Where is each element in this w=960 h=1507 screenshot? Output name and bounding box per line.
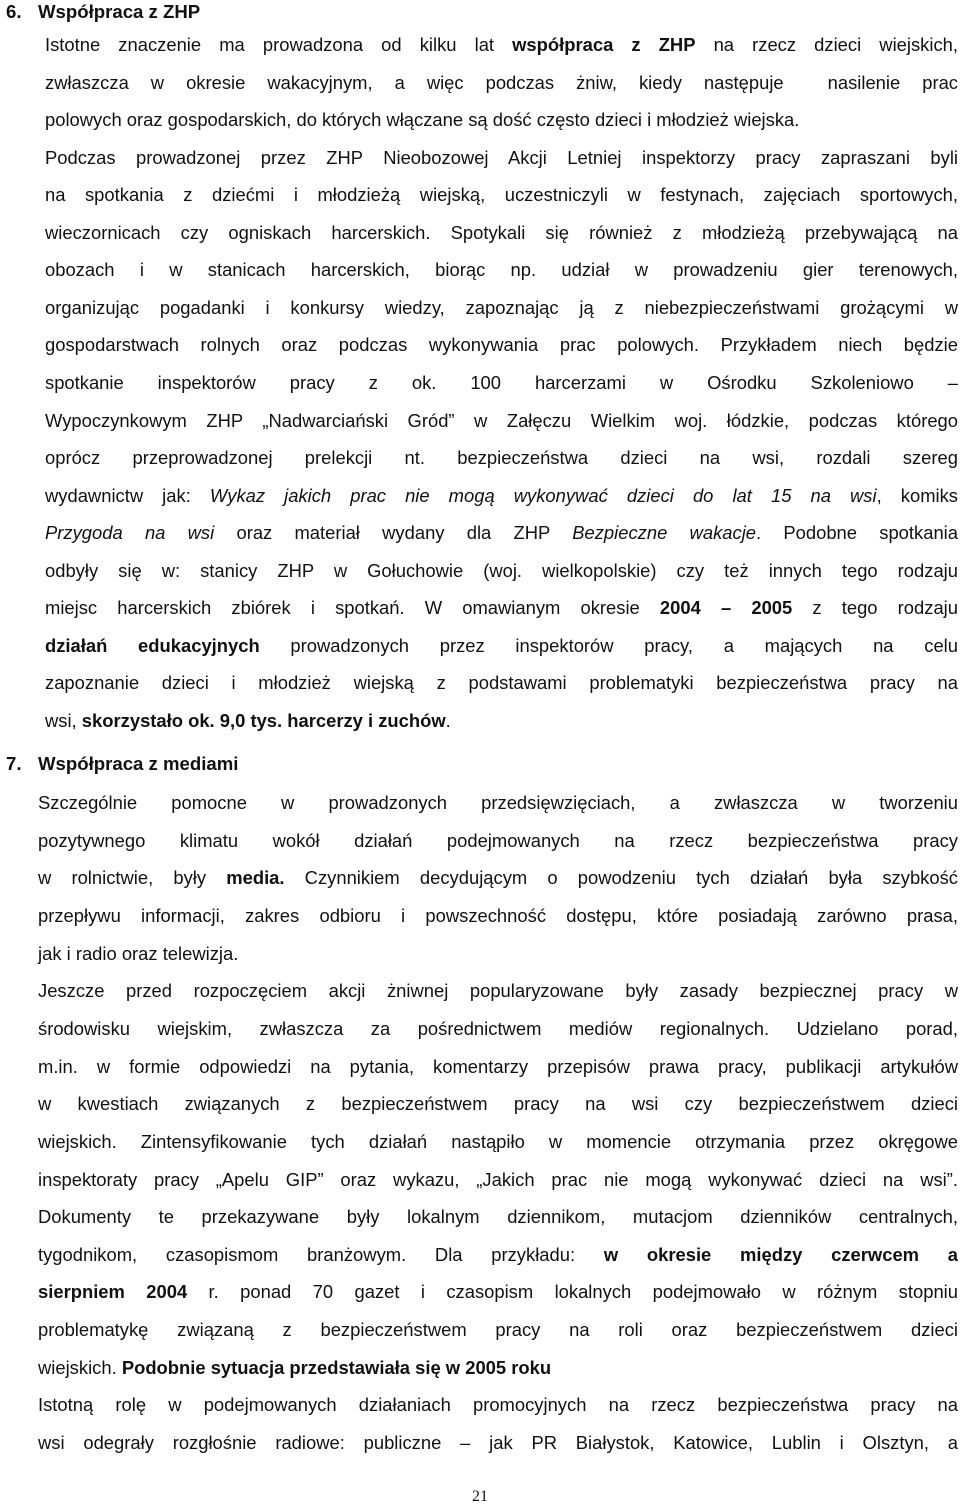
section-6-heading <box>6 0 200 24</box>
text-run: Dokumenty te przekazywane były lokalnym dziennikom, mutacjom dzienników centralnych, <box>38 1206 958 1227</box>
bold-text: media. <box>226 867 285 888</box>
text-line <box>38 1129 958 1155</box>
text-line <box>45 633 958 659</box>
text-line <box>38 828 958 854</box>
text-line <box>45 483 958 509</box>
text-line <box>45 370 958 396</box>
text-run: Istotną rolę w podejmowanych działaniach promocyjnych na rzecz bezpieczeństwa pracy na <box>38 1394 958 1415</box>
text-run: Szczególnie pomocne w prowadzonych przedsięwzięciach, a zwłaszcza w tworzeniu <box>38 792 958 813</box>
text-run: inspektoraty pracy „Apelu GIP” oraz wykazu, „Jakich prac nie mogą wykonywać dzieci na wsi”. <box>38 1169 958 1190</box>
text-line <box>45 32 958 58</box>
text-line <box>45 520 958 546</box>
bold-text: współpraca z ZHP <box>512 34 696 55</box>
bold-text: Podobnie sytuacja przedstawiała się w 2005 roku <box>121 1357 552 1378</box>
text-run: , komiks <box>876 485 958 506</box>
section-6-title: Współpraca z ZHP <box>38 1 201 22</box>
text-line <box>38 1054 958 1080</box>
text-line <box>38 1167 958 1193</box>
text-line <box>38 1279 958 1305</box>
text-line <box>38 790 958 816</box>
text-line <box>38 1355 958 1381</box>
text-line <box>45 445 958 471</box>
text-run: gospodarstwach rolnych oraz podczas wykonywania prac polowych. Przykładem niech będzie <box>45 334 958 355</box>
text-run: jak i radio oraz telewizja. <box>38 943 239 964</box>
text-line <box>45 295 958 321</box>
text-line <box>38 1016 958 1042</box>
text-line <box>45 408 958 434</box>
text-run: miejsc harcerskich zbiórek i spotkań. W omawianym okresie <box>45 597 660 618</box>
text-run: spotkanie inspektorów pracy z ok. 100 harcerzami w Ośrodku Szkoleniowo – <box>45 372 958 393</box>
text-run: m.in. w formie odpowiedzi na pytania, komentarzy przepisów prawa pracy, publikacji artykułów <box>38 1056 958 1077</box>
text-line <box>45 332 958 358</box>
text-run: zwłaszcza w okresie wakacyjnym, a więc podczas żniw, kiedy następuje nasilenie prac <box>45 72 958 93</box>
text-line <box>45 257 958 283</box>
text-run: oprócz przeprowadzonej prelekcji nt. bezpieczeństwa dzieci na wsi, rozdali szereg <box>45 447 958 468</box>
text-line <box>45 145 958 171</box>
section-7-heading <box>6 752 238 776</box>
text-run: wydawnictw jak: <box>45 485 210 506</box>
text-line <box>45 558 958 584</box>
text-line <box>45 182 958 208</box>
text-run: Wypoczynkowym ZHP „Nadwarciański Gród” w Załęczu Wielkim woj. łódzkie, podczas którego <box>45 410 958 431</box>
text-run: zapoznanie dzieci i młodzież wiejską z podstawami problematyki bezpieczeństwa pracy na <box>45 672 958 693</box>
text-run: obozach i w stanicach harcerskich, biorąc np. udział w prowadzeniu gier terenowych, <box>45 259 958 280</box>
section-7-number: 7. <box>6 753 22 774</box>
text-run: prowadzonych przez inspektorów pracy, a mających na celu <box>259 635 958 656</box>
text-run: r. ponad 70 gazet i czasopism lokalnych podejmowało w różnym stopniu <box>187 1281 958 1302</box>
text-run: w rolnictwie, były <box>38 867 227 888</box>
text-run: przepływu informacji, zakres odbioru i powszechność dostępu, które posiadają zarówno prasa, <box>38 905 958 926</box>
italic-text: Wykaz jakich prac nie mogą wykonywać dzieci do lat 15 na wsi <box>209 485 877 506</box>
bold-text: 2004 – 2005 <box>659 597 793 618</box>
text-line <box>38 1317 958 1343</box>
text-line <box>45 708 958 734</box>
italic-text: Przygoda na wsi <box>45 522 215 543</box>
text-run: polowych oraz gospodarskich, do których włączane są dość często dzieci i młodzież wiejska. <box>45 109 800 130</box>
text-run: oraz materiał wydany dla ZHP <box>214 522 573 543</box>
text-line <box>38 941 958 967</box>
text-run: wiejskich. Zintensyfikowanie tych działań nastąpiło w momencie otrzymania przez okręgowe <box>38 1131 958 1152</box>
bold-text: sierpniem 2004 <box>38 1281 188 1302</box>
text-run: wsi, <box>45 710 82 731</box>
text-run: Istotne znaczenie ma prowadzona od kilku lat <box>45 34 513 55</box>
text-run: wsi odegrały rozgłośnie radiowe: publiczne – jak PR Białystok, Katowice, Lublin i Olsztyn, a <box>38 1432 958 1453</box>
text-run: w kwestiach związanych z bezpieczeństwem pracy na wsi czy bezpieczeństwem dzieci <box>38 1093 958 1114</box>
text-run: Jeszcze przed rozpoczęciem akcji żniwnej popularyzowane były zasady bezpiecznej pracy w <box>38 980 958 1001</box>
text-line <box>38 1091 958 1117</box>
text-run: . <box>445 710 451 731</box>
text-line <box>38 1204 958 1230</box>
text-line <box>38 1242 958 1268</box>
text-line <box>45 70 958 96</box>
bold-text: skorzystało ok. 9,0 tys. harcerzy i zuchów <box>81 710 446 731</box>
text-run: pozytywnego klimatu wokół działań podejmowanych na rzecz bezpieczeństwa pracy <box>38 830 958 851</box>
text-run: na rzecz dzieci wiejskich, <box>695 34 958 55</box>
text-run: problematykę związaną z bezpieczeństwem pracy na roli oraz bezpieczeństwem dzieci <box>38 1319 958 1340</box>
text-run: Podczas prowadzonej przez ZHP Nieobozowej Akcji Letniej inspektorzy pracy zapraszani byli <box>45 147 958 168</box>
text-run: tygodnikom, czasopismom branżowym. Dla przykładu: <box>38 1244 604 1265</box>
bold-text: działań edukacyjnych <box>45 635 260 656</box>
text-run: organizując pogadanki i konkursy wiedzy, zapoznając ją z niebezpieczeństwami grożącymi w <box>45 297 958 318</box>
text-line <box>45 220 958 246</box>
text-line <box>38 865 958 891</box>
text-run: z tego rodzaju <box>792 597 958 618</box>
text-line <box>38 1392 958 1418</box>
page-number: 21 <box>472 1488 488 1505</box>
section-6-number: 6. <box>6 1 22 22</box>
text-run: środowisku wiejskim, zwłaszcza za pośrednictwem mediów regionalnych. Udzielano porad, <box>38 1018 958 1039</box>
text-run: . Podobne spotkania <box>756 522 958 543</box>
italic-text: Bezpieczne wakacje <box>572 522 757 543</box>
text-run: wiejskich. <box>38 1357 122 1378</box>
text-line <box>38 978 958 1004</box>
text-run: na spotkania z dziećmi i młodzieżą wiejską, uczestniczyli w festynach, zajęciach sportowych, <box>45 184 958 205</box>
text-line <box>38 1430 958 1456</box>
text-line <box>45 107 958 133</box>
text-line <box>45 670 958 696</box>
text-line <box>38 903 958 929</box>
text-run: Czynnikiem decydującym o powodzeniu tych działań była szybkość <box>284 867 958 888</box>
text-line <box>45 595 958 621</box>
bold-text: w okresie między czerwcem a <box>603 1244 958 1265</box>
text-run: odbyły się w: stanicy ZHP w Gołuchowie (woj. wielkopolskie) czy też innych tego rodzaju <box>45 560 958 581</box>
section-7-title: Współpraca z mediami <box>38 753 239 774</box>
text-run: wieczornicach czy ogniskach harcerskich. Spotykali się również z młodzieżą przebywającą na <box>45 222 958 243</box>
